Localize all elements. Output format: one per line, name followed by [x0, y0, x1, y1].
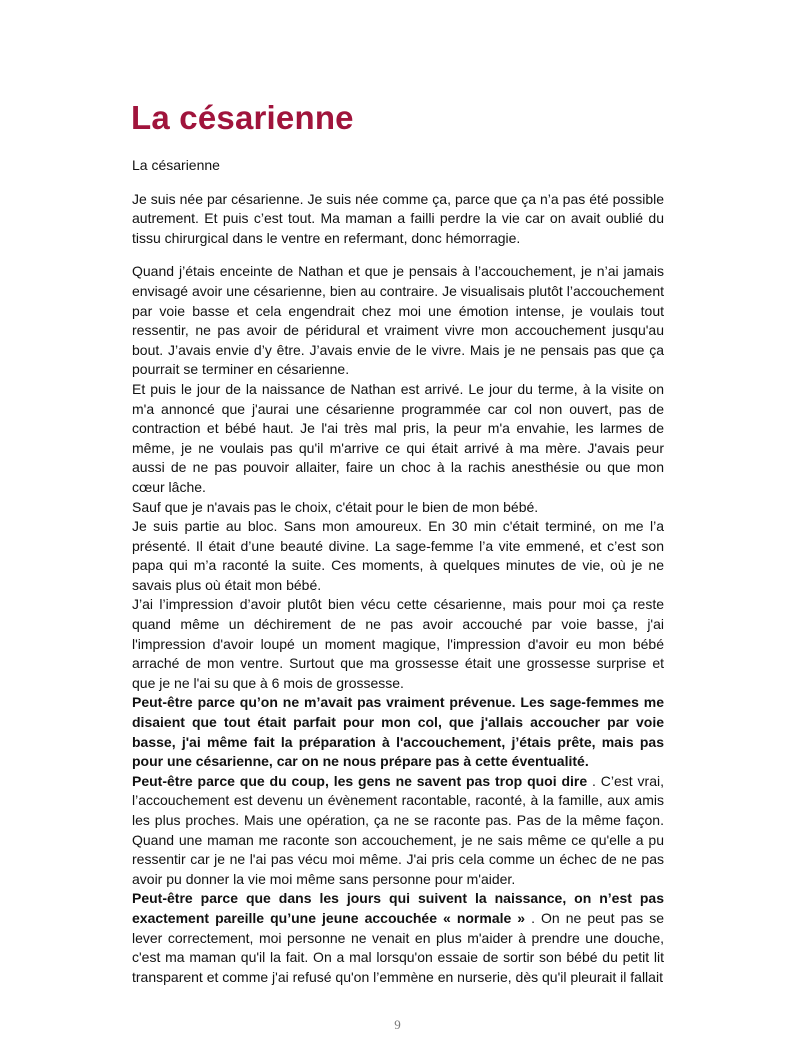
page-title: La césarienne — [131, 99, 354, 136]
paragraph: Et puis le jour de la naissance de Nathan est arrivé. Le jour du terme, à la visite on m'a annoncé que j'aurai une césarienne programmée car col non ouvert, pas de contraction et bébé haut. Je l'ai très mal pris, la peur m'a envahie, les larmes de même, je ne voulais pas qu'il m'arrive ce qui était arrivé à ma mère. J'avais peur aussi de ne pas pouvoir allaiter, faire un choc à la rachis anesthésie ou que mon cœur lâche. — [132, 380, 664, 495]
paragraph: Je suis née par césarienne. Je suis née comme ça, parce que ça n’a pas été possible autrement. Et puis c’est tout. Ma maman a failli perdre la vie car on avait oublié du tissu chirurgical dans le ventre en refermant, donc hémorragie. — [132, 190, 664, 246]
bold-lead: Peut-être parce que dans les jours qui suivent la naissance, on n’est pas exactement pareille qu’une jeune accouchée « normale » — [132, 890, 664, 926]
paragraph: Je suis partie au bloc. Sans mon amoureux. En 30 min c'était terminé, on me l’a présenté. Il était d’une beauté divine. La sage-femme l’a vite emmené, et c’est son papa qui m’a raconté la suite. Ces moments, à quelques minutes de vie, où je ne savais plus où était mon bébé. — [132, 518, 664, 593]
document-body — [132, 156, 664, 987]
paragraph: J’ai l’impression d’avoir plutôt bien vécu cette césarienne, mais pour moi ça reste quand même un déchirement de ne pas avoir accouché par voie basse, j'ai l'impression d'avoir loupé un moment magique, l'impression d'avoir eu mon bébé arraché de mon ventre. Surtout que ma grossesse était une grossesse surprise et que je ne l'ai su que à 6 mois de grossesse. — [132, 596, 664, 691]
paragraph — [132, 772, 664, 890]
paragraph: Quand j’étais enceinte de Nathan et que je pensais à l’accouchement, je n’ai jamais envisagé avoir une césarienne, bien au contraire. Je visualisais plutôt l’accouchement par voie basse et cela engendrait chez moi une émotion intense, je voulais tout ressentir, ne pas avoir de péridural et vraiment vivre mon accouchement jusqu'au bout. J’avais envie d’y être. J’avais envie de le vivre. Mais je ne pensais pas que ça pourrait se terminer en césarienne. — [132, 263, 664, 378]
bold-paragraph: Peut-être parce qu’on ne m’avait pas vraiment prévenue. Les sage-femmes me disaient que tout était parfait pour mon col, que j'allais accoucher par voie basse, j'ai même fait la préparation à l'accouchement, j’étais prête, mais pas pour une césarienne, car on ne nous prépare pas à cette éventualité. — [132, 694, 664, 770]
paragraph-text: . On ne peut pas se lever correctement, moi personne ne venait en plus m'aider à prendre une douche, c'est ma maman qu'il la fait. On a mal lorsqu'on essaie de sortir son bébé du petit lit transparent et comme j'ai refusé qu'on l’emmène en nurserie, dès qu'il pleurait il fallait — [132, 909, 664, 985]
bold-lead: Peut-être parce que du coup, les gens ne savent pas trop quoi dire — [132, 772, 588, 789]
paragraph: Sauf que je n'avais pas le choix, c'était pour le bien de mon bébé. — [132, 498, 539, 515]
section-subtitle: La césarienne — [132, 157, 220, 173]
page-number: 9 — [394, 1017, 401, 1032]
paragraph-text: . C’est vrai, l’accouchement est devenu un évènement racontable, raconté, à la famille, aux amis les plus proches. Mais une opération, ça ne se raconte pas. Pas de la même façon. Quand une maman me raconte son accouchement, je ne sais même ce qu'elle a pu ressentir car je ne l'ai pas vécu moi même. J'ai pris cela comme un échec de ne pas avoir pu donner la vie moi même sans personne pour m'aider. — [132, 772, 665, 887]
paragraph — [132, 889, 664, 987]
